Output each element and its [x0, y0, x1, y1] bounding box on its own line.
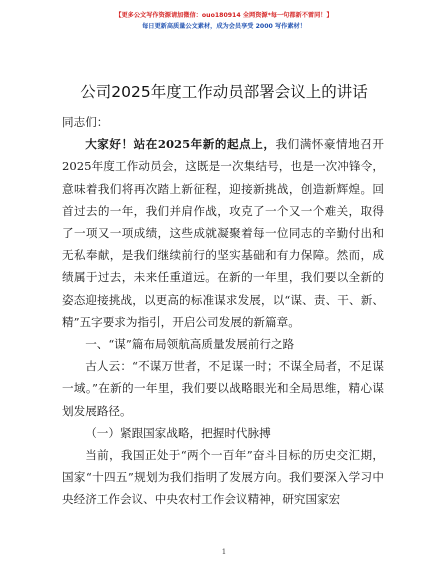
promo-line-1: 【更多公文写作资源请加微信：ouo180914 全网资源*每一句都新不雷同！】 [115, 12, 333, 19]
section-heading-1: 一、“谋”篇布局领航高质量发展前行之路 [85, 337, 295, 352]
greeting: 同志们： [62, 115, 109, 129]
promo-banner [0, 10, 448, 32]
paragraph-3: 当前，我国正处于“两个一百年”奋斗目标的历史交汇期，国家“十四五”规划为我们指明了发展方向。我们要深入学习中央经济工作会议、中央农村工作会议精神，研究国家宏 [62, 448, 384, 507]
subsection-heading-1: （一）紧跟国家战略，把握时代脉搏 [85, 425, 271, 440]
paragraph-1-text: 我们满怀豪情地召开2025年度工作动员会，这既是一次集结号，也是一次冲锋令，意味着我们将再次踏上新征程，迎接新挑战，创造新辉煌。回首过去的一年，我们并肩作战，攻克了一个又一个难关，取得了一项又一项成绩，这些成就凝聚着每一位同志的辛勤付出和无私奉献，是我们继续前行的坚实基础和有力保障。然而，成绩属于过去，未来任重道远。在新的一年里，我们要以全新的姿态迎接挑战，以更高的标准谋求发展，以“谋、责、干、新、精”五字要求为指引，开启公司发展的新篇章。 [62, 137, 384, 329]
document-body [62, 111, 384, 511]
paragraph-1-lead: 大家好！站在2025年新的起点上， [85, 137, 276, 152]
paragraph-2: 古人云：“不谋万世者，不足谋一时；不谋全局者，不足谋一域。”在新的一年里，我们要以战略眼光和全局思维，精心谋划发展路径。 [62, 359, 384, 418]
page-number: 1 [221, 548, 227, 556]
document-title: 公司2025年度工作动员部署会议上的讲话 [80, 83, 368, 101]
paragraph-1 [62, 133, 384, 333]
promo-line-2: 每日更新高质量公文素材，成为会员享受 2000 写作素材！ [142, 23, 306, 30]
